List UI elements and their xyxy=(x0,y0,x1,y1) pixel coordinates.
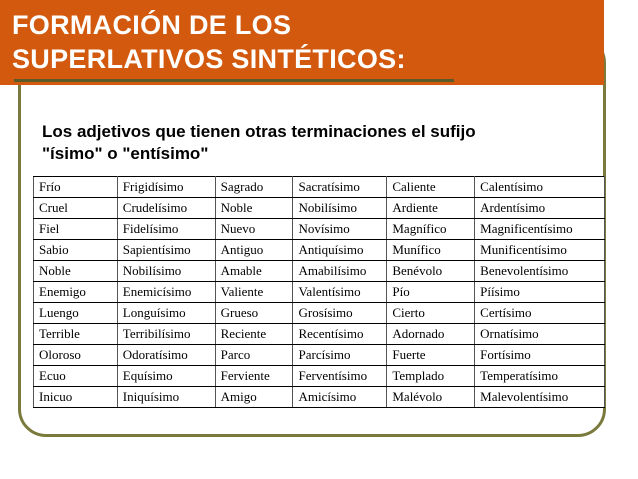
superlative-cell: Odoratísimo xyxy=(117,345,215,366)
adjective-cell: Caliente xyxy=(387,177,475,198)
adjective-cell: Ecuo xyxy=(34,366,118,387)
superlatives-table xyxy=(33,176,605,408)
adjective-cell: Noble xyxy=(34,261,118,282)
adjective-cell: Amigo xyxy=(215,387,293,408)
adjective-cell: Munífico xyxy=(387,240,475,261)
adjective-cell: Inicuo xyxy=(34,387,118,408)
superlative-cell: Antiquísimo xyxy=(293,240,387,261)
adjective-cell: Sagrado xyxy=(215,177,293,198)
superlative-cell: Fidelísimo xyxy=(117,219,215,240)
superlative-cell: Nobilísimo xyxy=(117,261,215,282)
adjective-cell: Benévolo xyxy=(387,261,475,282)
superlative-cell: Calentísimo xyxy=(475,177,605,198)
superlative-cell: Grosísimo xyxy=(293,303,387,324)
adjective-cell: Ardiente xyxy=(387,198,475,219)
adjective-cell: Terrible xyxy=(34,324,118,345)
adjective-cell: Pío xyxy=(387,282,475,303)
adjective-cell: Cruel xyxy=(34,198,118,219)
adjective-cell: Antiguo xyxy=(215,240,293,261)
adjective-cell: Reciente xyxy=(215,324,293,345)
adjective-cell: Malévolo xyxy=(387,387,475,408)
superlative-cell: Temperatísimo xyxy=(475,366,605,387)
superlative-cell: Crudelísimo xyxy=(117,198,215,219)
superlative-cell: Píísimo xyxy=(475,282,605,303)
table-row xyxy=(34,366,605,387)
table-row xyxy=(34,261,605,282)
superlative-cell: Sacratísimo xyxy=(293,177,387,198)
adjective-cell: Ferviente xyxy=(215,366,293,387)
superlative-cell: Magnificentísimo xyxy=(475,219,605,240)
adjective-cell: Templado xyxy=(387,366,475,387)
superlative-cell: Sapientísimo xyxy=(117,240,215,261)
slide-title: FORMACIÓN DE LOS SUPERLATIVOS SINTÉTICOS: xyxy=(12,10,406,74)
adjective-cell: Parco xyxy=(215,345,293,366)
superlative-cell: Ardentísimo xyxy=(475,198,605,219)
superlative-cell: Ornatísimo xyxy=(475,324,605,345)
table-row xyxy=(34,303,605,324)
table-row xyxy=(34,387,605,408)
superlative-cell: Novísimo xyxy=(293,219,387,240)
adjective-cell: Enemigo xyxy=(34,282,118,303)
adjective-cell: Luengo xyxy=(34,303,118,324)
adjective-cell: Fiel xyxy=(34,219,118,240)
superlative-cell: Recentísimo xyxy=(293,324,387,345)
adjective-cell: Grueso xyxy=(215,303,293,324)
superlative-cell: Nobilísimo xyxy=(293,198,387,219)
table-row xyxy=(34,282,605,303)
table-row xyxy=(34,345,605,366)
table-body xyxy=(34,177,605,408)
title-underline xyxy=(14,79,454,82)
superlative-cell: Longuísimo xyxy=(117,303,215,324)
superlative-cell: Amicísimo xyxy=(293,387,387,408)
slide-subtitle: Los adjetivos que tienen otras terminaciones el sufijo "ísimo" o "entísimo" xyxy=(42,122,476,163)
adjective-cell: Valiente xyxy=(215,282,293,303)
superlative-cell: Valentísimo xyxy=(293,282,387,303)
adjective-cell: Oloroso xyxy=(34,345,118,366)
adjective-cell: Amable xyxy=(215,261,293,282)
table-row xyxy=(34,177,605,198)
table-row xyxy=(34,198,605,219)
superlative-cell: Parcísimo xyxy=(293,345,387,366)
superlative-cell: Malevolentísimo xyxy=(475,387,605,408)
adjective-cell: Nuevo xyxy=(215,219,293,240)
adjective-cell: Cierto xyxy=(387,303,475,324)
superlative-cell: Enemicísimo xyxy=(117,282,215,303)
superlative-cell: Iniquísimo xyxy=(117,387,215,408)
table-row xyxy=(34,324,605,345)
adjective-cell: Magnífico xyxy=(387,219,475,240)
adjective-cell: Noble xyxy=(215,198,293,219)
table-row xyxy=(34,219,605,240)
superlative-cell: Ferventísimo xyxy=(293,366,387,387)
adjective-cell: Adornado xyxy=(387,324,475,345)
title-bar xyxy=(0,0,604,85)
superlative-cell: Certísimo xyxy=(475,303,605,324)
superlative-cell: Munificentísimo xyxy=(475,240,605,261)
adjective-cell: Fuerte xyxy=(387,345,475,366)
superlative-cell: Amabilísimo xyxy=(293,261,387,282)
superlative-cell: Equísimo xyxy=(117,366,215,387)
adjective-cell: Frío xyxy=(34,177,118,198)
adjective-cell: Sabio xyxy=(34,240,118,261)
superlative-cell: Fortísimo xyxy=(475,345,605,366)
table-row xyxy=(34,240,605,261)
superlative-cell: Benevolentísimo xyxy=(475,261,605,282)
superlative-cell: Terribilísimo xyxy=(117,324,215,345)
superlative-cell: Frigidísimo xyxy=(117,177,215,198)
